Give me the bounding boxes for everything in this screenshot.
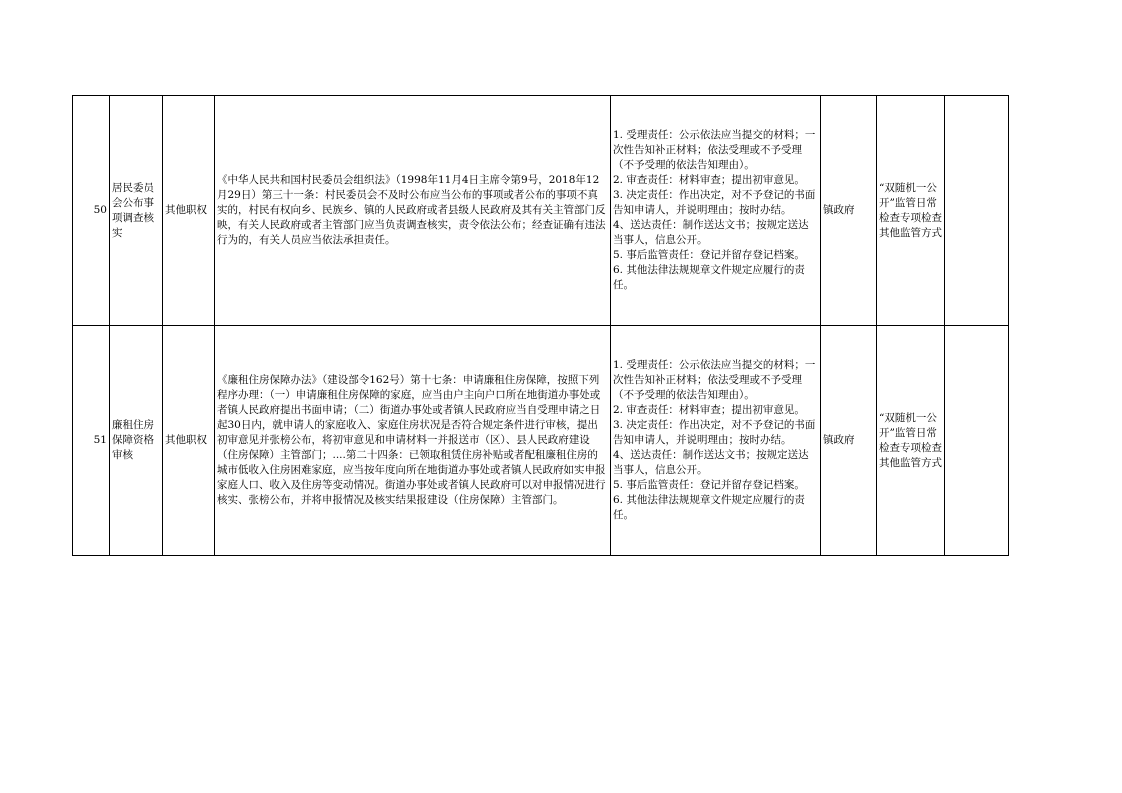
remark: [945, 96, 1009, 326]
responsibility-item: 3. 决定责任：作出决定，对不予登记的书面告知申请人，并说明理由；按时办结。: [613, 419, 816, 446]
responsibility-item: 4、送达责任：制作送达文书；按规定送达当事人，信息公开。: [613, 219, 809, 246]
table-row: [73, 326, 1009, 556]
responsibility-item: 2. 审查责任：材料审查；提出初审意见。: [613, 174, 805, 186]
item-name: 居民委员会公布事项调查核实: [110, 96, 163, 326]
responsibility-list: [611, 96, 821, 326]
power-type: 其他职权: [163, 326, 215, 556]
row-number: 50: [73, 96, 110, 326]
responsibility-item: 2. 审查责任：材料审查；提出初审意见。: [613, 404, 805, 416]
responsibility-item: 3. 决定责任：作出决定，对不予登记的书面告知申请人，并说明理由；按时办结。: [613, 189, 816, 216]
power-type: 其他职权: [163, 96, 215, 326]
row-number: 51: [73, 326, 110, 556]
responsibility-item: 5. 事后监管责任：登记并留存登记档案。: [613, 479, 805, 491]
department: 镇政府: [821, 326, 877, 556]
responsibility-item: 6. 其他法律法规规章文件规定应履行的责任。: [613, 494, 805, 521]
responsibility-item: 1. 受理责任：公示依法应当提交的材料；一次性告知补正材料；依法受理或不予受理（不予受理的依法告知理由）。: [613, 129, 816, 171]
responsibility-item: 6. 其他法律法规规章文件规定应履行的责任。: [613, 264, 805, 291]
item-name: 廉租住房保障资格审核: [110, 326, 163, 556]
remark: [945, 326, 1009, 556]
supervision-method: “双随机一公开”监管日常检查专项检查其他监管方式: [877, 96, 945, 326]
legal-basis-text: 《中华人民共和国村民委员会组织法》（1998年11月4日主席令第9号，2018年12月29日）第三十一条：村民委员会不及时公布应当公布的事项或者公布的事项不真实的，村民有权向乡、民族乡、镇的人民政府或者县级人民政府及其有关主管部门反映，有关人民政府或者主管部门应当负责调查核实，责令依法公布；经查证确有违法行为的，有关人员应当依法承担责任。: [217, 174, 606, 246]
legal-basis-text: 《廉租住房保障办法》（建设部令162号）第十七条：申请廉租住房保障，按照下列程序办理：（一）申请廉租住房保障的家庭，应当由户主向户口所在地街道办事处或者镇人民政府提出书面申请；（二）街道办事处或者镇人民政府应当自受理申请之日起30日内，就申请人的家庭收入、家庭住房状况是否符合规定条件进行审核，提出初审意见并张榜公布，将初审意见和申请材料一并报送市（区）、县人民政府建设（住房保障）主管部门；....第二十四条：已领取租赁住房补贴或者配租廉租住房的城市低收入住房困难家庭，应当按年度向所在地街道办事处或者镇人民政府如实申报家庭人口、收入及住房等变动情况。街道办事处或者镇人民政府可以对申报情况进行核实、张榜公布，并将申报情况及核实结果报建设（住房保障）主管部门。: [217, 374, 606, 506]
responsibility-item: 1. 受理责任：公示依法应当提交的材料；一次性告知补正材料；依法受理或不予受理（不予受理的依法告知理由）。: [613, 359, 816, 401]
legal-basis: [215, 326, 611, 556]
responsibility-table: [72, 95, 1009, 556]
responsibility-item: 5. 事后监管责任：登记并留存登记档案。: [613, 249, 805, 261]
responsibility-item: 4、送达责任：制作送达文书；按规定送达当事人，信息公开。: [613, 449, 809, 476]
table-row: [73, 96, 1009, 326]
responsibility-list: [611, 326, 821, 556]
department: 镇政府: [821, 96, 877, 326]
supervision-method: “双随机一公开”监管日常检查专项检查其他监管方式: [877, 326, 945, 556]
legal-basis: [215, 96, 611, 326]
